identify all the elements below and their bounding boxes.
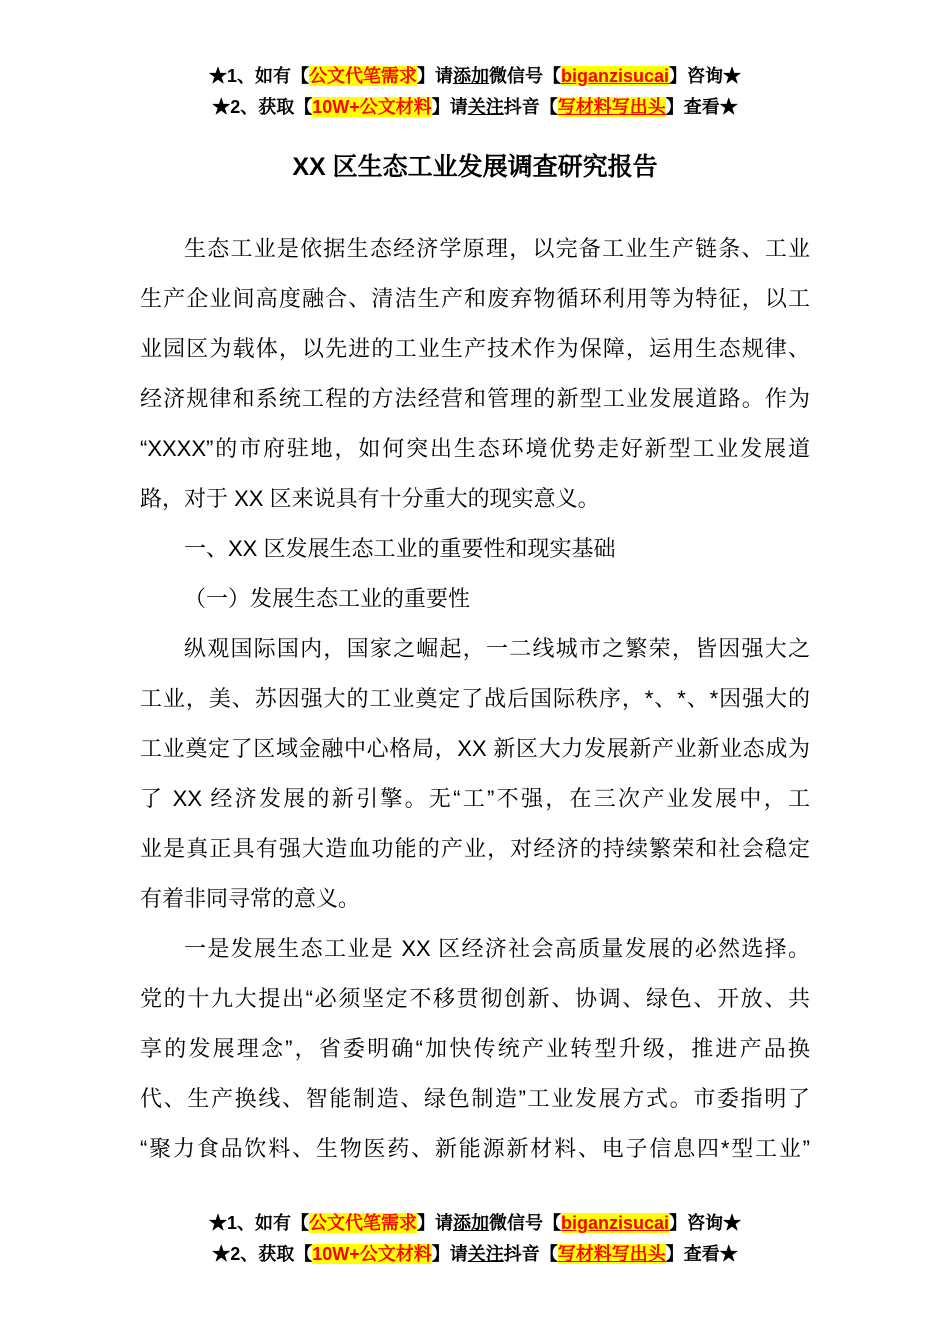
paragraph1-line: 业园区为载体，以先进的工业生产技术作为保障，运用生态规律、: [140, 336, 810, 361]
notice2-underline-follow: 关注: [467, 1244, 504, 1264]
section-heading-1-1: （一）发展生态工业的重要性: [184, 586, 471, 611]
notice1-suffix: 】咨询★: [669, 1213, 742, 1233]
notice2-mid1: 】请: [431, 1244, 468, 1264]
paragraph2-line: 工业，美、苏因强大的工业奠定了战后国际秩序，*、*、*因强大的: [140, 686, 810, 711]
notice1-mid2: 微信号【: [488, 66, 561, 86]
notice2-highlight-material: 10W+公文材料: [312, 97, 432, 117]
header-notice-line-1: [0, 61, 950, 92]
footer-notice-line-1: [0, 1208, 950, 1239]
paragraph3-line: 享的发展理念”，省委明确“加快传统产业转型升级，推进产品换: [140, 1036, 810, 1061]
notice2-suffix: 】查看★: [665, 97, 738, 117]
notice1-prefix: ★1、如有【: [208, 66, 309, 86]
footer-notice-line-2: [0, 1239, 950, 1270]
notice1-underline-add: 添加: [452, 1213, 489, 1233]
paragraph2-line: 业是真正具有强大造血功能的产业，对经济的持续繁荣和社会稳定: [140, 836, 810, 861]
page-title: XX 区生态工业发展调查研究报告: [292, 153, 658, 181]
paragraph2-line: 有着非同寻常的意义。: [140, 886, 361, 911]
notice1-mid1: 】请: [416, 66, 453, 86]
paragraph1-line: “XXXX”的市府驻地，如何突出生态环境优势走好新型工业发展道: [140, 436, 810, 461]
footer-notice: [0, 1208, 950, 1270]
notice2-douyin-id: 写材料写出头: [557, 97, 666, 117]
notice1-wechat-id: biganzisucai: [560, 1213, 670, 1233]
paragraph3-line: 代、生产换线、智能制造、绿色制造”工业发展方式。市委指明了: [140, 1086, 810, 1111]
paragraph1-line: 经济规律和系统工程的方法经营和管理的新型工业发展道路。作为: [140, 386, 810, 411]
paragraph2-line: 纵观国际国内，国家之崛起，一二线城市之繁荣，皆因强大之: [184, 636, 810, 661]
paragraph1-line: 生产企业间高度融合、清洁生产和废弃物循环利用等为特征，以工: [140, 286, 810, 311]
notice2-mid2: 抖音【: [503, 1244, 558, 1264]
notice1-mid2: 微信号【: [488, 1213, 561, 1233]
paragraph1-line: 生态工业是依据生态经济学原理，以完备工业生产链条、工业: [184, 236, 810, 261]
notice1-underline-add: 添加: [452, 66, 489, 86]
section-heading-1: 一、XX 区发展生态工业的重要性和现实基础: [184, 536, 616, 561]
notice2-douyin-id: 写材料写出头: [557, 1244, 666, 1264]
notice2-highlight-material: 10W+公文材料: [312, 1244, 432, 1264]
notice2-mid1: 】请: [431, 97, 468, 117]
notice2-underline-follow: 关注: [467, 97, 504, 117]
notice1-highlight-demand: 公文代笔需求: [308, 66, 417, 86]
notice2-prefix: ★2、获取【: [212, 97, 313, 117]
paragraph3-line: 一是发展生态工业是 XX 区经济社会高质量发展的必然选择。: [184, 936, 810, 961]
notice1-prefix: ★1、如有【: [208, 1213, 309, 1233]
header-notice-line-2: [0, 92, 950, 123]
notice1-wechat-id: biganzisucai: [560, 66, 670, 86]
notice1-mid1: 】请: [416, 1213, 453, 1233]
document-body: [140, 224, 810, 1174]
notice2-suffix: 】查看★: [665, 1244, 738, 1264]
notice1-highlight-demand: 公文代笔需求: [308, 1213, 417, 1233]
notice1-suffix: 】咨询★: [669, 66, 742, 86]
header-notice: [0, 61, 950, 123]
paragraph3-line: “聚力食品饮料、生物医药、新能源新材料、电子信息四*型工业”: [140, 1136, 810, 1161]
paragraph2-line: 工业奠定了区域金融中心格局，XX 新区大力发展新产业新业态成为: [140, 736, 810, 761]
paragraph1-line: 路，对于 XX 区来说具有十分重大的现实意义。: [140, 486, 600, 511]
paragraph2-line: 了 XX 经济发展的新引擎。无“工”不强，在三次产业发展中，工: [140, 786, 810, 811]
paragraph3-line: 党的十九大提出“必须坚定不移贯彻创新、协调、绿色、开放、共: [140, 986, 810, 1011]
notice2-prefix: ★2、获取【: [212, 1244, 313, 1264]
notice2-mid2: 抖音【: [503, 97, 558, 117]
